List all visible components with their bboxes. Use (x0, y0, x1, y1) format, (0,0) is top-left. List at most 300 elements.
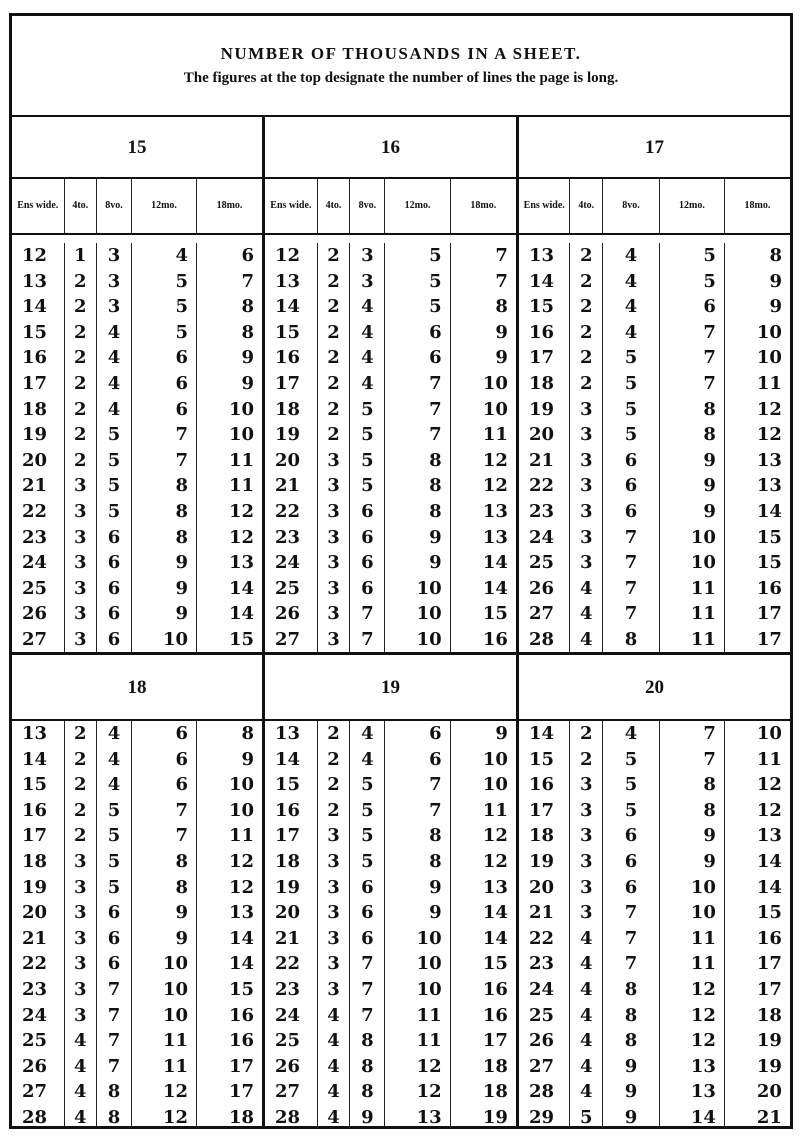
table-cell: 13 (756, 449, 782, 471)
table-cell: 14 (690, 1106, 716, 1128)
table-cell: 11 (690, 927, 716, 949)
table-cell: 6 (175, 774, 188, 796)
printing-table (9, 13, 793, 1129)
table-cell: 22 (275, 953, 301, 975)
table-cell: 8 (769, 245, 782, 266)
table-cell: 6 (107, 902, 121, 924)
table-cell: 13 (756, 825, 782, 847)
table-cell: 15 (228, 628, 254, 650)
table-cell: 9 (624, 1106, 638, 1128)
table-cell: 2 (327, 774, 340, 796)
table-cell: 2 (327, 748, 340, 770)
table-cell: 21 (275, 927, 301, 949)
table-cell: 12 (756, 398, 782, 420)
table-cell: 10 (416, 628, 442, 650)
data-column (318, 721, 351, 1126)
table-cell: 7 (175, 449, 188, 471)
table-cell: 28 (22, 1106, 48, 1128)
table-cell: 12 (756, 774, 782, 796)
table-cell: 23 (529, 953, 555, 975)
table-cell: 3 (361, 270, 374, 292)
table-cell: 2 (579, 723, 593, 744)
table-cell: 4 (107, 398, 121, 420)
table-cell: 24 (529, 978, 555, 1000)
table-cell: 2 (73, 424, 87, 446)
table-cell: 14 (529, 723, 555, 744)
table-cell: 6 (624, 876, 638, 898)
table-cell: 3 (327, 850, 340, 872)
table-cell: 3 (579, 799, 593, 821)
table-cell: 11 (690, 577, 716, 599)
table-cell: 16 (228, 1030, 254, 1052)
data-column (570, 721, 603, 1126)
table-cell: 3 (327, 500, 340, 522)
table-cell: 12 (482, 475, 508, 497)
table-cell: 2 (73, 449, 87, 471)
table-cell: 3 (327, 577, 340, 599)
data-grid (519, 721, 790, 1126)
table-cell: 2 (579, 296, 593, 318)
table-cell: 10 (416, 927, 442, 949)
table-cell: 4 (579, 953, 593, 975)
table-cell: 6 (624, 500, 638, 522)
table-cell: 21 (22, 475, 48, 497)
table-cell: 16 (482, 1004, 508, 1026)
table-cell: 16 (756, 577, 782, 599)
table-cell: 6 (107, 526, 121, 548)
bottom-band (12, 655, 790, 1126)
table-cell: 5 (107, 449, 121, 471)
table-cell: 6 (703, 296, 716, 318)
table-cell: 3 (107, 245, 121, 266)
table-cell: 3 (107, 296, 121, 318)
table-cell: 7 (107, 1004, 121, 1026)
table-cell: 2 (73, 321, 87, 343)
table-cell: 8 (361, 1030, 374, 1052)
table-cell: 6 (624, 825, 638, 847)
table-cell: 4 (73, 1106, 87, 1128)
table-cell: 7 (107, 978, 121, 1000)
table-cell: 9 (175, 902, 188, 924)
table-cell: 6 (107, 927, 121, 949)
table-cell: 8 (175, 876, 188, 898)
table-cell: 4 (361, 723, 374, 744)
column-header: Ens wide. (12, 179, 65, 233)
table-cell: 7 (429, 799, 442, 821)
table-cell: 15 (756, 902, 782, 924)
table-cell: 6 (175, 723, 188, 744)
table-cell: 25 (529, 1004, 555, 1026)
table-cell: 17 (275, 372, 301, 394)
table-cell: 3 (579, 500, 593, 522)
column-header: 4to. (65, 179, 98, 233)
table-cell: 22 (529, 475, 555, 497)
table-title: NUMBER OF THOUSANDS IN A SHEET. (220, 44, 582, 63)
table-cell: 6 (361, 876, 374, 898)
table-cell: 27 (275, 628, 301, 650)
table-cell: 9 (429, 902, 442, 924)
table-cell: 11 (690, 628, 716, 650)
table-cell: 13 (22, 723, 48, 744)
lines-count-header: 18 (12, 655, 262, 721)
table-cell: 10 (228, 398, 254, 420)
table-cell: 9 (769, 296, 782, 318)
table-cell: 9 (175, 603, 188, 625)
table-cell: 5 (361, 799, 374, 821)
table-cell: 9 (175, 577, 188, 599)
table-cell: 14 (482, 927, 508, 949)
table-cell: 12 (482, 825, 508, 847)
table-cell: 2 (579, 321, 593, 343)
table-cell: 19 (529, 850, 555, 872)
table-cell: 9 (495, 723, 508, 744)
table-cell: 11 (482, 799, 508, 821)
table-cell: 7 (624, 577, 638, 599)
table-cell: 3 (327, 552, 340, 574)
table-cell: 13 (275, 270, 301, 292)
column-header: 12mo. (385, 179, 450, 233)
table-cell: 4 (107, 748, 121, 770)
table-cell: 3 (327, 603, 340, 625)
table-cell: 24 (22, 552, 48, 574)
table-cell: 6 (361, 500, 374, 522)
table-cell: 22 (22, 953, 48, 975)
table-cell: 8 (175, 850, 188, 872)
table-cell: 10 (756, 723, 782, 744)
table-cell: 18 (529, 372, 555, 394)
lines-block (12, 117, 265, 655)
table-cell: 7 (107, 1030, 121, 1052)
table-cell: 17 (482, 1030, 508, 1052)
table-cell: 13 (756, 475, 782, 497)
table-cell: 18 (228, 1106, 254, 1128)
table-cell: 26 (22, 603, 48, 625)
table-cell: 20 (275, 449, 301, 471)
table-cell: 9 (241, 372, 254, 394)
table-cell: 7 (703, 321, 716, 343)
table-cell: 5 (361, 774, 374, 796)
table-cell: 3 (73, 500, 87, 522)
table-cell: 4 (624, 723, 638, 744)
table-cell: 13 (690, 1081, 716, 1103)
table-cell: 4 (579, 628, 593, 650)
table-cell: 9 (624, 1081, 638, 1103)
table-cell: 3 (73, 953, 87, 975)
table-cell: 4 (361, 321, 374, 343)
table-cell: 11 (416, 1004, 442, 1026)
data-column (97, 243, 132, 652)
table-cell: 6 (175, 347, 188, 369)
table-cell: 7 (361, 978, 374, 1000)
lines-block (265, 117, 519, 655)
table-cell: 5 (175, 296, 188, 318)
table-cell: 8 (703, 398, 716, 420)
data-column (725, 243, 790, 652)
table-cell: 14 (756, 850, 782, 872)
table-cell: 17 (22, 372, 48, 394)
table-cell: 2 (579, 748, 593, 770)
table-cell: 5 (624, 347, 638, 369)
table-cell: 19 (482, 1106, 508, 1128)
table-cell: 11 (162, 1030, 188, 1052)
table-cell: 13 (529, 245, 555, 266)
table-cell: 10 (482, 398, 508, 420)
table-cell: 13 (275, 723, 301, 744)
table-cell: 6 (361, 552, 374, 574)
table-cell: 7 (624, 927, 638, 949)
table-cell: 8 (241, 296, 254, 318)
table-cell: 8 (241, 723, 254, 744)
table-cell: 7 (495, 270, 508, 292)
table-cell: 19 (275, 424, 301, 446)
table-cell: 12 (162, 1081, 188, 1103)
table-cell: 5 (107, 475, 121, 497)
table-cell: 9 (241, 347, 254, 369)
table-cell: 21 (529, 449, 555, 471)
table-cell: 13 (690, 1055, 716, 1077)
table-cell: 14 (228, 927, 254, 949)
table-cell: 15 (482, 603, 508, 625)
table-cell: 12 (756, 799, 782, 821)
column-header: Ens wide. (519, 179, 570, 233)
table-cell: 2 (73, 270, 87, 292)
table-cell: 10 (482, 748, 508, 770)
table-cell: 3 (579, 825, 593, 847)
table-cell: 2 (327, 270, 340, 292)
table-cell: 2 (579, 347, 593, 369)
table-cell: 7 (703, 347, 716, 369)
table-cell: 8 (624, 978, 638, 1000)
table-cell: 3 (73, 978, 87, 1000)
table-cell: 4 (327, 1106, 340, 1128)
table-cell: 8 (429, 850, 442, 872)
table-cell: 14 (228, 603, 254, 625)
table-cell: 10 (416, 978, 442, 1000)
table-cell: 3 (361, 245, 374, 266)
table-cell: 7 (429, 424, 442, 446)
table-cell: 7 (429, 774, 442, 796)
column-header: 8vo. (350, 179, 385, 233)
table-cell: 10 (416, 577, 442, 599)
table-cell: 10 (690, 902, 716, 924)
table-cell: 23 (22, 526, 48, 548)
data-column (197, 721, 262, 1126)
table-cell: 5 (429, 270, 442, 292)
table-cell: 24 (22, 1004, 48, 1026)
data-grid (519, 235, 790, 655)
table-cell: 19 (756, 1030, 782, 1052)
table-cell: 9 (495, 347, 508, 369)
table-cell: 8 (703, 799, 716, 821)
data-column (350, 243, 385, 652)
table-cell: 2 (73, 825, 87, 847)
table-cell: 3 (107, 270, 121, 292)
table-cell: 7 (175, 825, 188, 847)
table-cell: 8 (361, 1081, 374, 1103)
table-cell: 20 (529, 424, 555, 446)
table-cell: 12 (756, 424, 782, 446)
table-cell: 14 (529, 270, 555, 292)
table-cell: 6 (175, 398, 188, 420)
table-cell: 27 (529, 603, 555, 625)
table-cell: 12 (275, 245, 301, 266)
table-cell: 12 (162, 1106, 188, 1128)
table-cell: 17 (22, 825, 48, 847)
table-cell: 5 (703, 245, 716, 266)
table-cell: 3 (327, 876, 340, 898)
table-cell: 9 (175, 552, 188, 574)
table-cell: 14 (756, 500, 782, 522)
table-cell: 3 (579, 850, 593, 872)
table-subtitle: The figures at the top designate the number of lines the page is long. (183, 70, 619, 86)
table-cell: 5 (579, 1106, 593, 1128)
table-cell: 8 (429, 825, 442, 847)
lines-block (265, 655, 519, 1126)
table-cell: 6 (429, 347, 442, 369)
table-title-box (12, 16, 790, 117)
table-cell: 18 (529, 825, 555, 847)
table-cell: 14 (756, 876, 782, 898)
table-cell: 12 (690, 1004, 716, 1026)
table-cell: 7 (361, 603, 374, 625)
table-cell: 10 (228, 774, 254, 796)
table-cell: 7 (624, 902, 638, 924)
table-cell: 18 (756, 1004, 782, 1026)
table-cell: 4 (107, 321, 121, 343)
table-cell: 7 (624, 526, 638, 548)
table-cell: 4 (107, 372, 121, 394)
table-cell: 14 (482, 902, 508, 924)
table-cell: 7 (361, 1004, 374, 1026)
table-cell: 2 (73, 398, 87, 420)
table-cell: 3 (73, 577, 87, 599)
table-cell: 4 (579, 1030, 593, 1052)
table-cell: 8 (361, 1055, 374, 1077)
table-cell: 8 (703, 424, 716, 446)
table-cell: 2 (73, 748, 87, 770)
table-cell: 7 (624, 552, 638, 574)
table-cell: 9 (703, 475, 716, 497)
table-cell: 10 (690, 552, 716, 574)
table-cell: 16 (482, 628, 508, 650)
data-grid (265, 721, 516, 1126)
data-column (570, 243, 603, 652)
lines-count-header: 20 (519, 655, 790, 721)
table-cell: 5 (361, 475, 374, 497)
data-column (12, 243, 65, 652)
table-cell: 24 (275, 1004, 301, 1026)
table-cell: 17 (529, 799, 555, 821)
data-grid (12, 235, 262, 655)
table-cell: 19 (22, 424, 48, 446)
table-cell: 4 (579, 1004, 593, 1026)
data-column (318, 243, 351, 652)
table-cell: 23 (275, 526, 301, 548)
table-cell: 7 (361, 953, 374, 975)
table-cell: 2 (73, 347, 87, 369)
table-cell: 17 (756, 628, 782, 650)
table-cell: 3 (579, 876, 593, 898)
data-column (385, 721, 450, 1126)
table-cell: 15 (22, 321, 48, 343)
data-column (725, 721, 790, 1126)
table-cell: 3 (73, 628, 87, 650)
table-cell: 4 (107, 347, 121, 369)
table-cell: 2 (327, 372, 340, 394)
table-cell: 13 (482, 526, 508, 548)
table-cell: 12 (228, 500, 254, 522)
table-cell: 15 (275, 321, 301, 343)
table-cell: 3 (73, 850, 87, 872)
table-cell: 3 (327, 449, 340, 471)
table-cell: 16 (275, 799, 301, 821)
table-cell: 12 (690, 1030, 716, 1052)
lines-count-header: 15 (12, 117, 262, 179)
table-cell: 16 (22, 799, 48, 821)
column-header: Ens wide. (265, 179, 318, 233)
table-cell: 11 (690, 603, 716, 625)
table-cell: 15 (529, 296, 555, 318)
data-column (519, 721, 570, 1126)
data-column (12, 721, 65, 1126)
table-cell: 17 (756, 978, 782, 1000)
table-cell: 3 (327, 526, 340, 548)
table-cell: 8 (624, 1030, 638, 1052)
table-cell: 10 (482, 372, 508, 394)
table-cell: 2 (73, 774, 87, 796)
table-cell: 3 (579, 424, 593, 446)
column-header: 4to. (570, 179, 603, 233)
table-cell: 4 (327, 1030, 340, 1052)
table-cell: 10 (162, 953, 188, 975)
table-cell: 27 (22, 628, 48, 650)
table-cell: 6 (361, 902, 374, 924)
table-cell: 1 (73, 245, 87, 266)
data-column (660, 243, 725, 652)
table-cell: 9 (241, 748, 254, 770)
table-cell: 16 (529, 321, 555, 343)
table-cell: 24 (529, 526, 555, 548)
table-cell: 4 (579, 927, 593, 949)
table-cell: 14 (228, 577, 254, 599)
table-cell: 10 (162, 628, 188, 650)
table-cell: 9 (703, 449, 716, 471)
table-cell: 3 (73, 927, 87, 949)
table-cell: 26 (529, 577, 555, 599)
table-cell: 10 (416, 953, 442, 975)
table-cell: 8 (175, 475, 188, 497)
table-cell: 7 (175, 424, 188, 446)
data-column (660, 721, 725, 1126)
table-cell: 20 (22, 449, 48, 471)
table-cell: 25 (529, 552, 555, 574)
table-cell: 5 (107, 500, 121, 522)
table-cell: 18 (275, 850, 301, 872)
table-cell: 5 (361, 424, 374, 446)
table-cell: 19 (22, 876, 48, 898)
table-cell: 13 (482, 876, 508, 898)
table-cell: 14 (482, 577, 508, 599)
table-cell: 4 (327, 1081, 340, 1103)
table-cell: 5 (107, 850, 121, 872)
table-cell: 15 (275, 774, 301, 796)
table-cell: 4 (107, 723, 121, 744)
table-cell: 11 (756, 372, 782, 394)
table-cell: 8 (241, 321, 254, 343)
column-header: 4to. (318, 179, 351, 233)
table-cell: 4 (107, 774, 121, 796)
table-cell: 6 (107, 628, 121, 650)
